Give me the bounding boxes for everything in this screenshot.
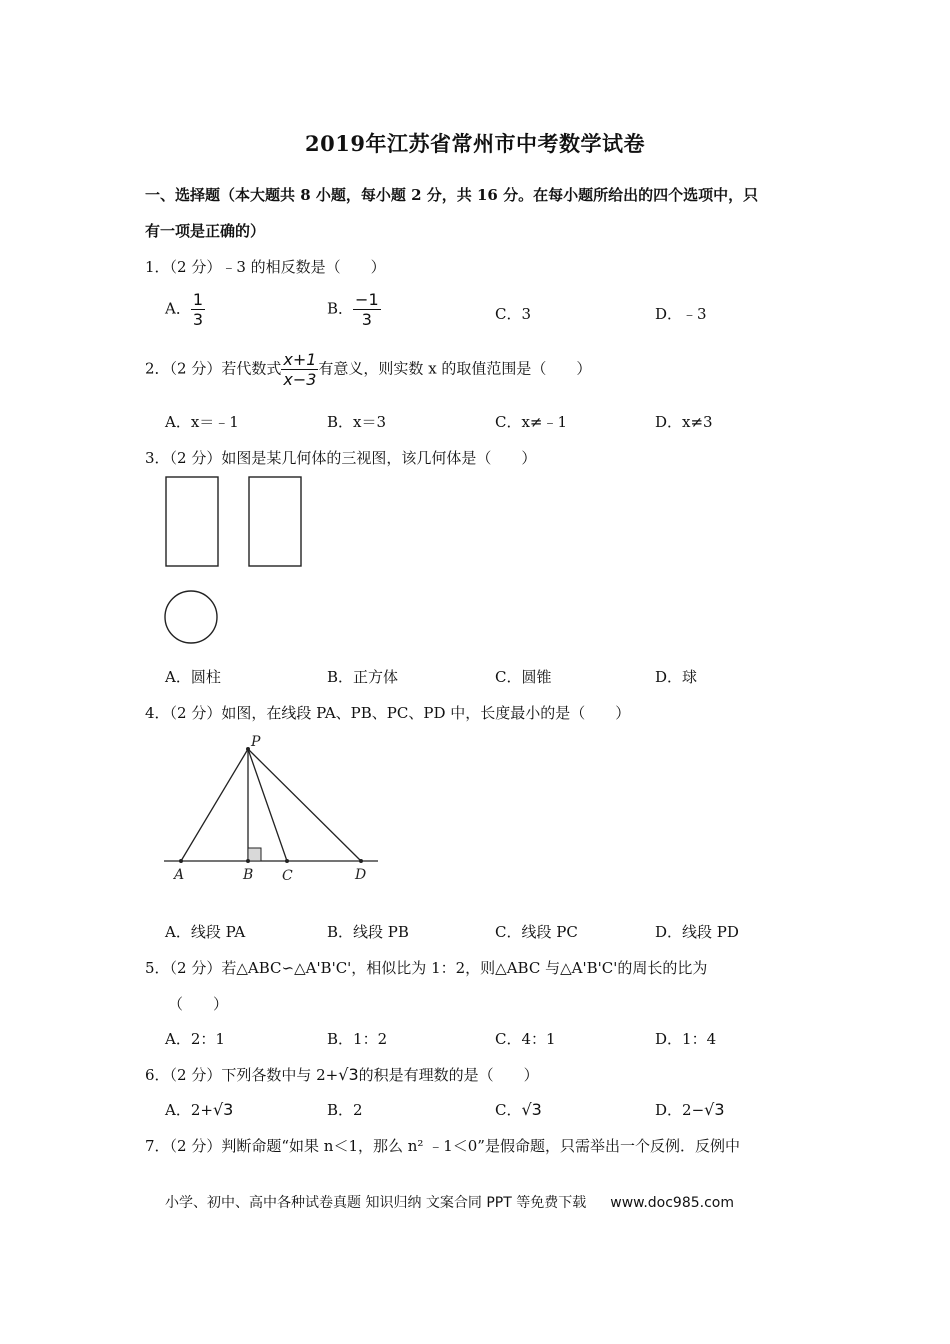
point-b xyxy=(246,859,250,863)
page-title: 2019年江苏省常州市中考数学试卷 xyxy=(305,131,645,156)
point-d xyxy=(359,859,363,863)
q5-option-d: D．1：4 xyxy=(655,1030,717,1048)
q7-stem: 7．（2 分）判断命题“如果 n＜1，那么 n² ﹣1＜0”是假命题，只需举出一个反例．反例中 xyxy=(145,1137,740,1155)
three-view-figure xyxy=(160,472,310,647)
q5-answer-paren: （ ） xyxy=(168,995,229,1013)
section-heading-line2: 有一项是正确的） xyxy=(145,222,266,240)
q3-option-a: A．圆柱 xyxy=(165,668,221,686)
point-c xyxy=(285,859,289,863)
q6-option-a: A．2+√3 xyxy=(165,1100,234,1119)
q1-stem: 1．（2 分）﹣3 的相反数是（ ） xyxy=(145,258,386,276)
q2-option-b: B．x＝3 xyxy=(327,413,387,431)
point-a xyxy=(179,859,183,863)
label-b: B xyxy=(243,867,254,883)
segment-figure xyxy=(160,730,385,890)
q3-option-c: C．圆锥 xyxy=(495,668,552,686)
label-c: C xyxy=(282,868,293,884)
q1-option-b: B． $\frac{-1}{3}$ xyxy=(327,290,379,329)
q1-option-c: C．3 xyxy=(495,305,532,323)
label-d: D xyxy=(355,867,367,883)
segment-pc xyxy=(248,749,287,861)
q4-option-b: B．线段 PB xyxy=(327,923,409,941)
segment-pd xyxy=(248,749,361,861)
q5-option-b: B．1：2 xyxy=(327,1030,388,1048)
top-view-circle xyxy=(165,591,217,643)
q6-option-b: B．2 xyxy=(327,1101,363,1119)
q5-option-c: C．4：1 xyxy=(495,1030,556,1048)
q5-option-a: A．2：1 xyxy=(165,1030,225,1048)
segment-pa xyxy=(181,749,248,861)
q2-stem: 2．（2 分）若代数式 $\frac{x+1}{x-3}$ 有意义，则实数 x 的取值范围是（ ） xyxy=(145,350,592,389)
q1-option-a: A． $\frac{1}{3}$ xyxy=(165,290,204,329)
q4-stem: 4．（2 分）如图，在线段 PA、PB、PC、PD 中，长度最小的是（ ） xyxy=(145,704,631,722)
front-view-rect xyxy=(166,477,218,566)
label-a: A xyxy=(174,867,185,883)
q3-option-b: B．正方体 xyxy=(327,668,399,686)
side-view-rect xyxy=(249,477,301,566)
q6-stem: 6．（2 分）下列各数中与 2+√3的积是有理数的是（ ） xyxy=(145,1065,539,1084)
q6-option-c: C．√3 xyxy=(495,1100,542,1119)
point-p xyxy=(246,747,250,751)
label-p: P xyxy=(251,734,261,750)
page-footer xyxy=(165,1192,734,1212)
right-angle-mark xyxy=(248,848,261,861)
q3-option-d: D．球 xyxy=(655,668,698,686)
q2-option-c: C．x≠﹣1 xyxy=(495,413,568,431)
q4-option-c: C．线段 PC xyxy=(495,923,578,941)
q4-option-a: A．线段 PA xyxy=(165,923,246,941)
q1-option-d: D．﹣3 xyxy=(655,305,707,323)
q2-option-d: D．x≠3 xyxy=(655,413,713,431)
q5-stem: 5．（2 分）若△ABC∽△A'B'C'，相似比为 1：2，则△ABC 与△A'B'C'的周长的比为 xyxy=(145,959,708,977)
q3-stem: 3．（2 分）如图是某几何体的三视图，该几何体是（ ） xyxy=(145,449,537,467)
footer-url[interactable]: www.doc985.com xyxy=(610,1195,734,1211)
q2-option-a: A．x＝﹣1 xyxy=(165,413,239,431)
footer-text: 小学、初中、高中各种试卷真题 知识归纳 文案合同 PPT 等免费下载 xyxy=(165,1195,587,1211)
q4-option-d: D．线段 PD xyxy=(655,923,739,941)
q6-option-d: D．2−√3 xyxy=(655,1100,725,1119)
section-heading-line1: 一、选择题（本大题共 8 小题，每小题 2 分，共 16 分。在每小题所给出的四个选项中，只 xyxy=(145,186,759,204)
